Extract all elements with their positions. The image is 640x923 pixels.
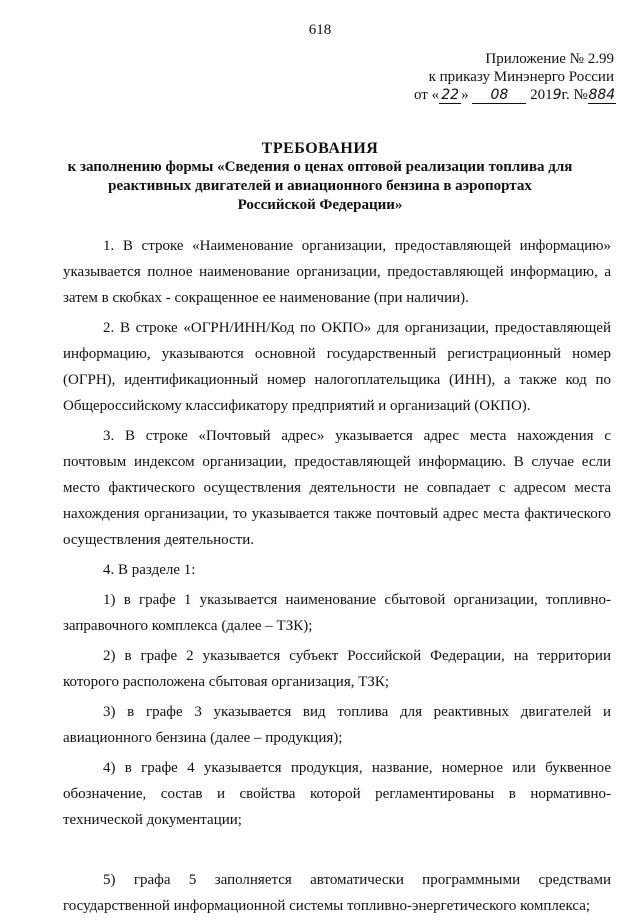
- list-item-1: 1) в графе 1 указывается наименование сбытовой организации, топливно-заправочного комплекса (далее – ТЗК);: [63, 592, 611, 634]
- appendix-header: [414, 50, 614, 104]
- handwritten-order-number: 884: [588, 87, 616, 103]
- paragraph-1: 1. В строке «Наименование организации, предоставляющей информацию» указывается полное наименование организации, предоставляющей информацию, а затем в скобках - сокращенное ее наименование (при наличии).: [63, 238, 611, 306]
- list-item-4: 4) в графе 4 указывается продукция, название, номерное или буквенное обозначение, состав и свойства которой регламентированы в нормативно-технической документации;: [63, 760, 611, 828]
- appendix-date-line: [414, 86, 614, 104]
- date-prefix: от «: [414, 87, 440, 103]
- page-number: 618: [308, 22, 332, 38]
- list-item-5: 5) графа 5 заполняется автоматически программными средствами государственной информационной системы топливно-энергетического комплекса;: [63, 872, 611, 914]
- handwritten-day: 22: [439, 88, 461, 104]
- list-item-2: 2) в графе 2 указывается субъект Российской Федерации, на территории которого расположена сбытовая организация, ТЗК;: [63, 648, 611, 690]
- document-subtitle-line-1: к заполнению формы «Сведения о ценах оптовой реализации топлива для: [67, 159, 573, 175]
- handwritten-month: 08: [472, 88, 526, 104]
- document-title-block: [40, 139, 600, 215]
- paragraph-3: 3. В строке «Почтовый адрес» указывается адрес места нахождения с почтовым индексом организации, предоставляющей информацию. В случае если место фактического осуществления деятельности не совпадает с адресом места нахождения организации, то указывается также почтовый адрес места фактического осуществления деятельности.: [63, 428, 611, 548]
- appendix-title: Приложение № 2.99: [485, 51, 614, 67]
- paragraph-4: 4. В разделе 1:: [103, 562, 196, 578]
- paragraph-2: 2. В строке «ОГРН/ИНН/Код по ОКПО» для организации, предоставляющей информацию, указываются основной государственный регистрационный номер (ОГРН), идентификационный номер налогоплательщика (ИНН), а также код по Общероссийскому классификатору предприятий и организаций (ОКПО).: [63, 320, 611, 414]
- year-prefix: 201: [530, 87, 553, 103]
- document-subtitle-line-3: Российской Федерации»: [237, 197, 403, 213]
- day-suffix: »: [461, 87, 469, 103]
- appendix-order-ref: к приказу Минэнерго России: [428, 69, 614, 85]
- document-subtitle-line-2: реактивных двигателей и авиационного бензина в аэропортах: [108, 178, 532, 194]
- handwritten-year-digit: 9: [552, 87, 562, 103]
- number-prefix: г. №: [561, 87, 588, 103]
- document-body: [63, 233, 611, 923]
- list-item-3: 3) в графе 3 указывается вид топлива для реактивных двигателей и авиационного бензина (далее – продукция);: [63, 704, 611, 746]
- document-title: ТРЕБОВАНИЯ: [261, 140, 379, 157]
